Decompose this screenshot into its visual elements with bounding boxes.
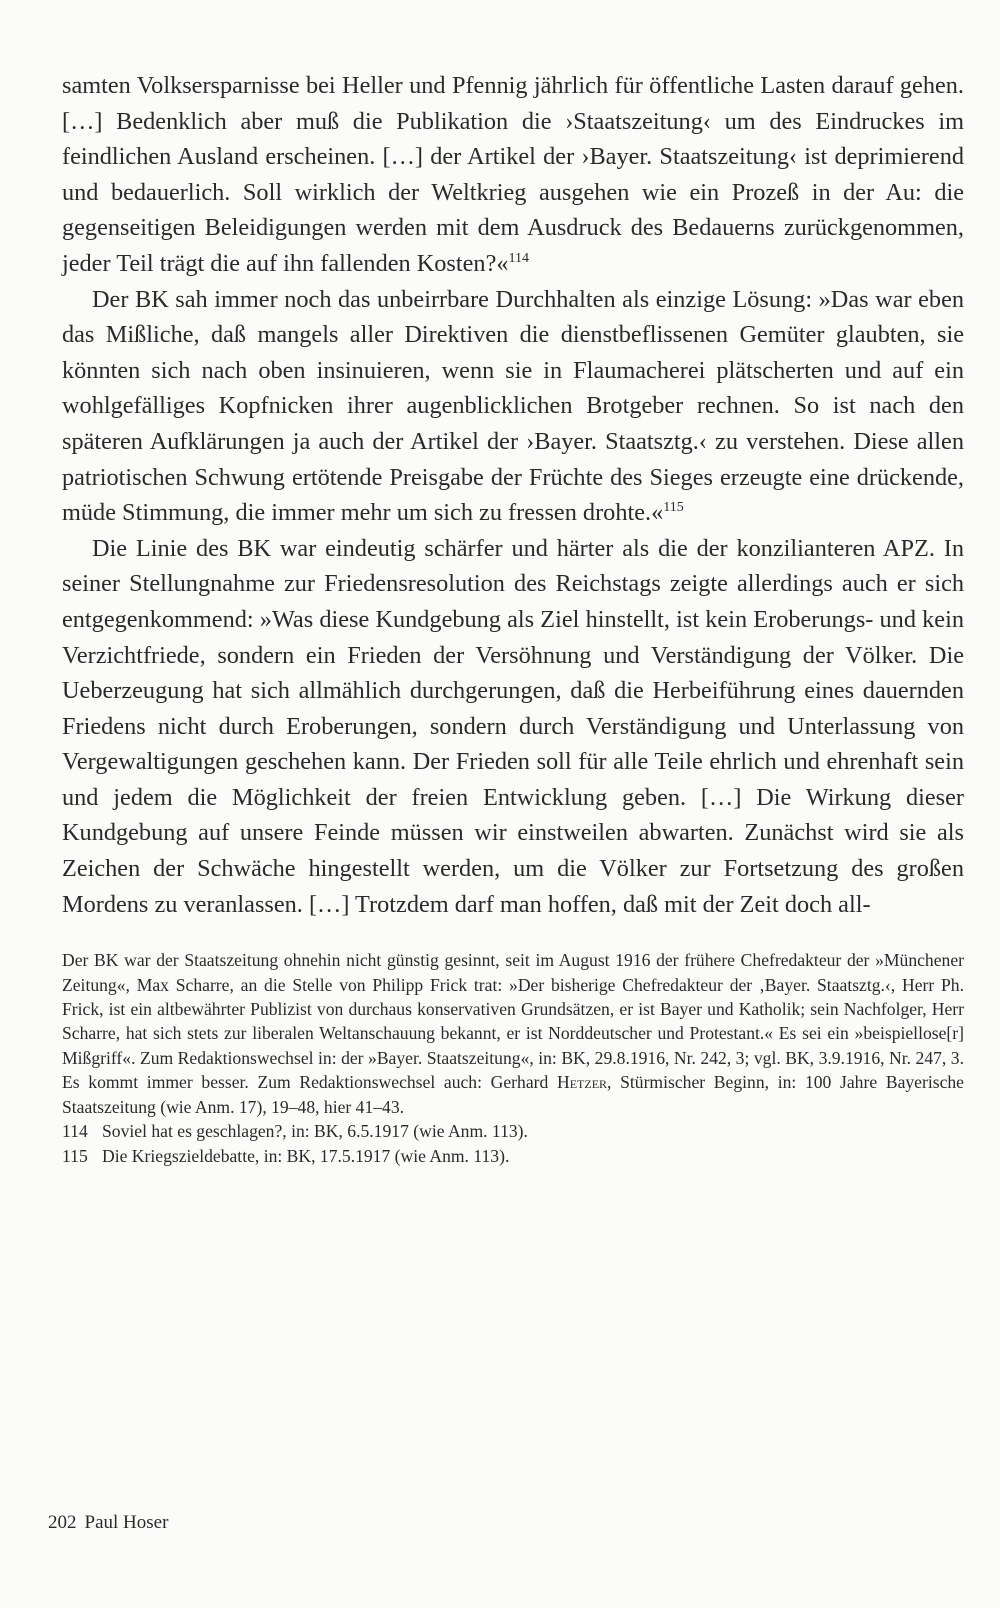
footnote-ref-115: 115 [663, 500, 684, 516]
footnote-author-name: Hetzer [557, 1072, 608, 1093]
main-text [62, 68, 964, 922]
page-footer [48, 1512, 168, 1534]
footnote-115 [62, 1144, 964, 1168]
footnote-114 [62, 1119, 964, 1143]
footnote-ref-114: 114 [508, 250, 529, 266]
paragraph-1-text: samten Volksersparnisse bei Heller und Pfennig jährlich für öffentliche Lasten darauf gehen. […] Bedenklich aber muß die Publikation die ›Staatszeitung‹ um des Eindruckes im feindlichen Ausland erscheinen. […] der Artikel der ›Bayer. Staatszeitung‹ ist deprimierend und bedauerlich. Soll wirklich der Weltkrieg ausgehen wie ein Prozeß in der Au: die gegenseitigen Beleidigungen werden mit dem Ausdruck des Bedauerns zurückgenommen, jeder Teil trägt die auf ihn fallenden Kosten?« [62, 72, 964, 277]
footnote-number: 115 [62, 1145, 88, 1166]
page-body [62, 68, 964, 1168]
footnote-text: Soviel hat es geschlagen?, in: BK, 6.5.1917 (wie Anm. 113). [102, 1121, 528, 1142]
paragraph-2-text: Der BK sah immer noch das unbeirrbare Durchhalten als einzige Lösung: »Das war eben das Mißliche, daß mangels aller Direktiven die dienstbeflissenen Gemüter glaubten, sie könnten sich nach oben insinuieren, wenn sie in Flaumacherei plätscherten und auf ein wohlgefälliges Kopfnicken ihrer augenblicklichen Brotgeber rechnen. So ist nach den späteren Aufklärungen ja auch der Artikel der ›Bayer. Staatsztg.‹ zu verstehen. Diese allen patriotischen Schwung ertötende Preisgabe der Früchte des Sieges erzeugte eine drückende, müde Stimmung, die immer mehr um sich zu fressen drohte.« [62, 285, 964, 527]
paragraph-2 [62, 282, 964, 531]
paragraph-3 [62, 531, 964, 923]
paragraph-1 [62, 68, 964, 282]
footnotes [62, 948, 964, 1168]
footnote-number: 114 [62, 1121, 88, 1142]
footnote-continued-tail: , Stürmischer Beginn, in: 100 Jahre Bayerische Staatszeitung (wie Anm. 17), 19–48, hier 41–43. [62, 1072, 964, 1117]
footnote-text: Die Kriegszieldebatte, in: BK, 17.5.1917 (wie Anm. 113). [102, 1145, 510, 1166]
footnote-continued-text: Der BK war der Staatszeitung ohnehin nicht günstig gesinnt, seit im August 1916 der frühere Chefredakteur der »Münchener Zeitung«, Max Scharre, an die Stelle von Philipp Frick trat: »Der bisherige Chefredakteur der ‚Bayer. Staatsztg.‹, Herr Ph. Frick, ist ein altbewährter Publizist von durchaus konservativen Grundsätzen, er ist Bayer und Katholik; sein Nachfolger, Herr Scharre, hat sich stets zur liberalen Weltanschauung bekannt, er ist Norddeutscher und Protestant.« Es sei ein »beispiellose[r] Mißgriff«. Zum Redaktionswechsel in: der »Bayer. Staatszeitung«, in: BK, 29.8.1916, Nr. 242, 3; vgl. BK, 3.9.1916, Nr. 247, 3. Es kommt immer besser. Zum Redaktionswechsel auch: Gerhard [62, 950, 964, 1093]
paragraph-3-text: Die Linie des BK war eindeutig schärfer und härter als die der konzilianteren APZ. In seiner Stellungnahme zur Friedensresolution des Reichstags zeigte allerdings auch er sich entgegenkommend: »Was diese Kundgebung als Ziel hinstellt, ist kein Eroberungs- und kein Verzichtfriede, sondern ein Frieden der Versöhnung und Verständigung der Völker. Die Ueberzeugung hat sich allmählich durchgerungen, daß die Herbeiführung eines dauernden Friedens nicht durch Eroberungen, sondern durch Verständigung und Unterlassung von Vergewaltigungen geschehen kann. Der Frieden soll für alle Teile ehrlich und ehrenhaft sein und jedem die Möglichkeit der freien Entwicklung geben. […] Die Wirkung dieser Kundgebung auf unsere Feinde müssen wir einstweilen abwarten. Zunächst wird sie als Zeichen der Schwäche hingestellt werden, um die Völker zur Fortsetzung des großen Mordens zu veranlassen. […] Trotzdem darf man hoffen, daß mit der Zeit doch all- [62, 534, 964, 918]
page-number: 202 [48, 1512, 77, 1533]
running-author: Paul Hoser [84, 1512, 169, 1533]
footnote-continued [62, 948, 964, 1119]
